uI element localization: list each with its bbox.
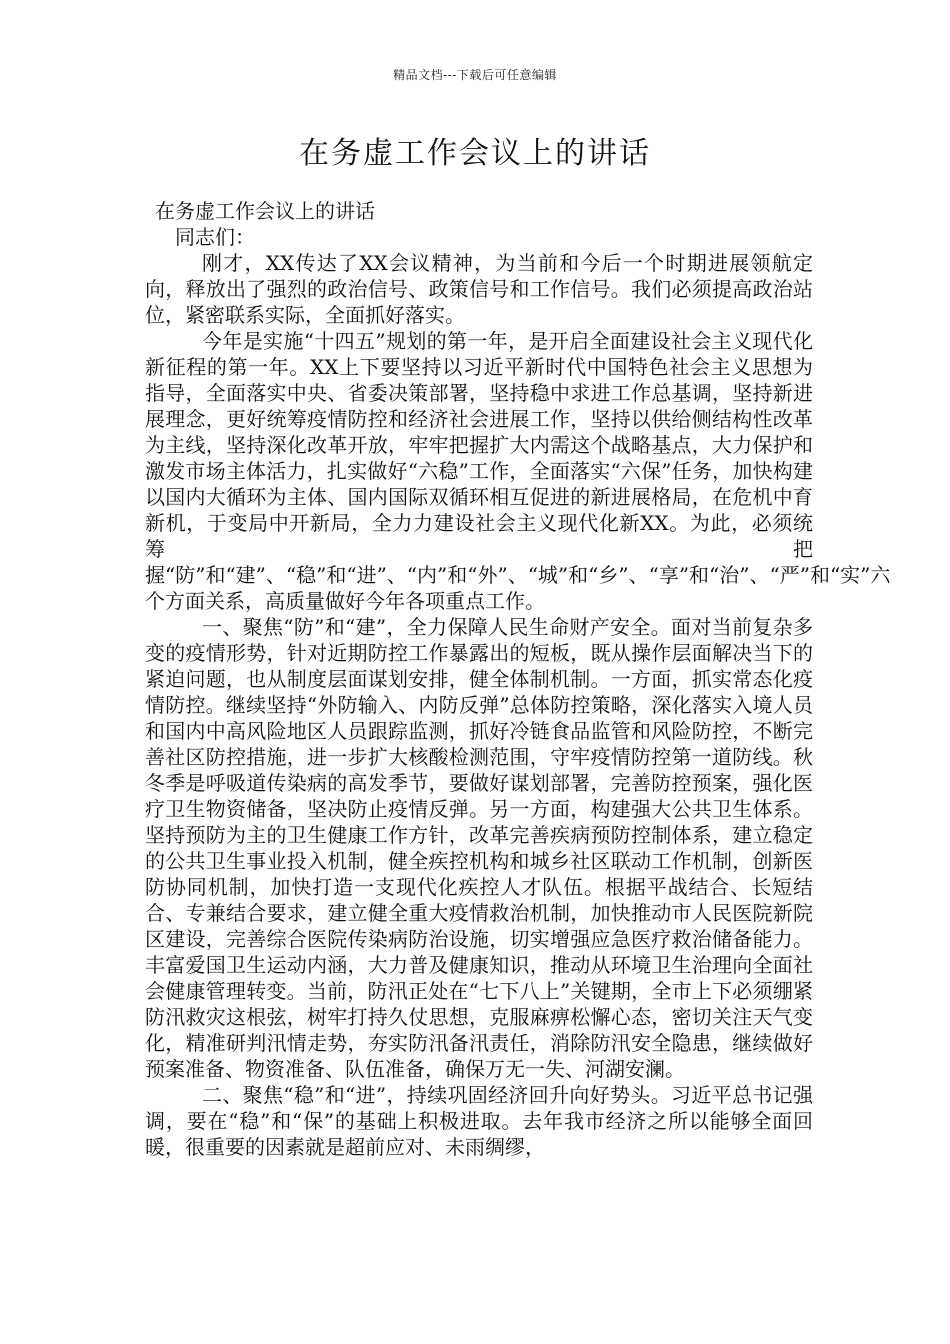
header-note: 精品文档---下载后可任意编辑 — [393, 68, 557, 82]
document-body — [145, 198, 891, 1160]
greeting-line: 同志们： — [175, 225, 255, 249]
paragraph-section-one: 一、聚焦“防”和“建”，全力保障人民生命财产安全。面对当前复杂多变的疫情形势，针对近期防控工作暴露出的短板，既从操作层面解决当下的紧迫问题，也从制度层面谋划安排，健全体制机制。一方面，抓实常态化疫情防控。继续坚持“外防输入、内防反弹”总体防控策略，深化落实入境人员和国内中高风险地区人员跟踪监测，抓好冷链食品监管和风险防控，不断完善社区防控措施，进一步扩大核酸检测范围，守牢疫情防控第一道防线。秋冬季是呼吸道传染病的高发季节，要做好谋划部署，完善防控预案，强化医疗卫生物资储备，坚决防止疫情反弹。另一方面，构建强大公共卫生体系。坚持预防为主的卫生健康工作方针，改革完善疾病预防控制体系，建立稳定的公共卫生事业投入机制，健全疾控机构和城乡社区联动工作机制，创新医防协同机制，加快打造一支现代化疾控人才队伍。根据平战结合、长短结合、专兼结合要求，建立健全重大疫情救治机制，加快推动市人民医院新院区建设，完善综合医院传染病防治设施，切实增强应急医疗救治储备能力。丰富爱国卫生运动内涵，大力普及健康知识，推动从环境卫生治理向全面社会健康管理转变。当前，防汛正处在“七下八上”关键期，全市上下必须绷紧防汛救灾这根弦，树牢打持久仗思想，克服麻痹松懈心态，密切关注天气变化，精准研判汛情走势，夯实防汛备汛责任，消除防汛安全隐患，继续做好预案准备、物资准备、队伍准备，确保万无一失、河湖安澜。 — [145, 615, 813, 1081]
paragraph-overview: 今年是实施“十四五”规划的第一年，是开启全面建设社会主义现代化新征程的第一年。XX上下要坚持以习近平新时代中国特色社会主义思想为指导，全面落实中央、省委决策部署，坚持稳中求进工作总基调，坚持新进展理念，更好统筹疫情防控和经济社会进展工作，坚持以供给侧结构性改革为主线，坚持深化改革开放，牢牢把握扩大内需这个战略基点，大力保护和激发市场主体活力，扎实做好“六稳”工作，全面落实“六保”任务，加快构建以国内大循环为主体、国内国际双循环相互促进的新进展格局，在危机中育新机，于变局中开新局，全力力建设社会主义现代化新XX。为此，必须统筹把握“防”和“建”、“稳”和“进”、“内”和“外”、“城”和“乡”、“享”和“治”、“严”和“实”六个方面关系，高质量做好今年各项重点工作。 — [145, 329, 891, 613]
paragraph-opening: 刚才，XX传达了XX会议精神，为当前和今后一个时期进展领航定向，释放出了强烈的政治信号、政策信号和工作信号。我们必须提高政治站位，紧密联系实际，全面抓好落实。 — [145, 251, 813, 327]
paragraph-section-two: 二、聚焦“稳”和“进”，持续巩固经济回升向好势头。习近平总书记强调，要在“稳”和“保”的基础上积极进取。去年我市经济之所以能够全面回暖，很重要的因素就是超前应对、未雨绸缪， — [145, 1083, 813, 1159]
document-title: 在务虚工作会议上的讲话 — [299, 136, 651, 171]
document-subtitle: 在务虚工作会议上的讲话 — [155, 199, 375, 223]
